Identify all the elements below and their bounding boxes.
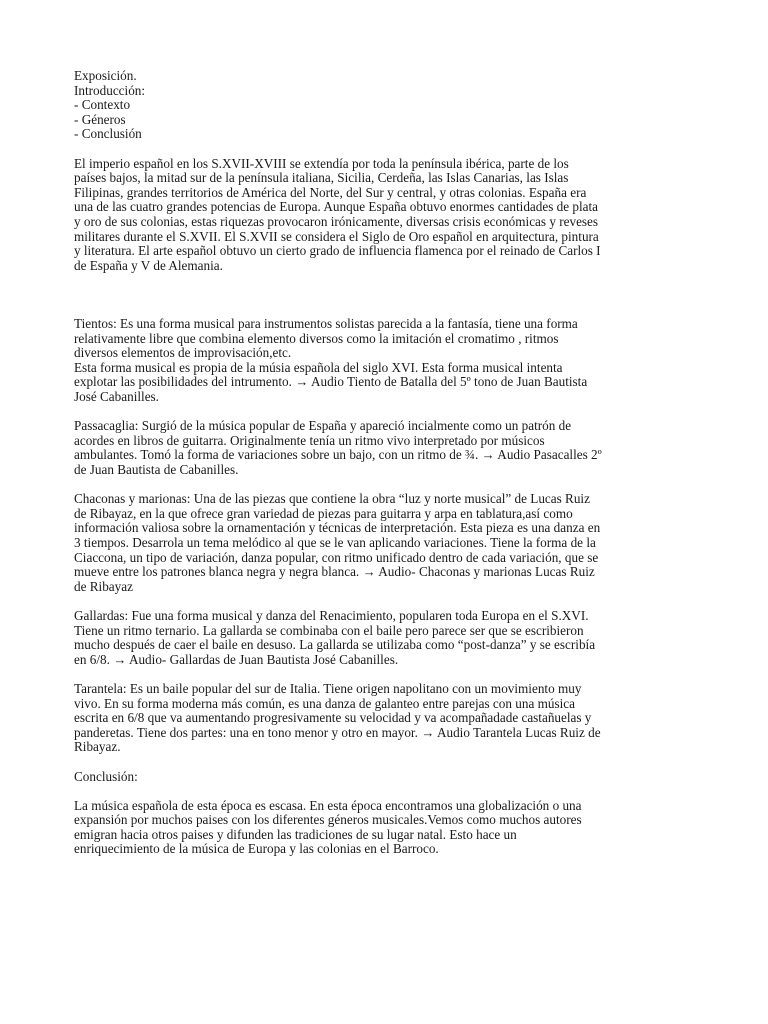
genre-line: información valiosa sobre la ornamentación y técnicas de interpretación. Esta pieza es una danza en <box>74 520 601 536</box>
conclusion-paragraph <box>74 799 699 857</box>
outline <box>74 69 699 142</box>
context-line: El imperio español en los S.XVII-XVIII se extendía por toda la península ibérica, parte de los <box>74 155 569 171</box>
genre-line: Ciaccona, un tipo de variación, danza popular, con ritmo unificado dentro de cada variación, que se <box>74 549 599 565</box>
genre-passacaglia-paragraph <box>74 419 699 477</box>
genre-line: panderetas. Tiene dos partes: una en tono menor y otro en mayor. → Audio Tarantela Lucas Ruiz de <box>74 724 601 740</box>
conclusion-heading-block <box>74 770 699 785</box>
document-page <box>74 69 699 857</box>
context-line: militares durante el S.XVII. El S.XVII se considera el Siglo de Oro español en arquitectura, pintura <box>74 228 599 244</box>
outline-item-generos: - Géneros <box>74 111 126 127</box>
context-line: y literatura. El arte español obtuvo un cierto grado de influencia flamenca por el reinado de Carlos I <box>74 243 601 259</box>
genre-line: Tientos: Es una forma musical para instrumentos solistas parecida a la fantasía, tiene una forma <box>74 316 578 332</box>
conclusion-line: expansión por muchos paises con los diferentes géneros musicales.Vemos como muchos autores <box>74 812 582 828</box>
paragraph-gap <box>74 142 699 157</box>
genre-line: Ribayaz. <box>74 739 121 755</box>
genre-line: mueve entre los patrones blanca negra y negra blanca. → Audio- Chaconas y marionas Lucas Ruiz <box>74 564 595 580</box>
genre-line: Chaconas y marionas: Una de las piezas que contiene la obra “luz y norte musical” de Lucas Ruiz <box>74 491 590 507</box>
genre-line: de Ribayaz <box>74 578 133 594</box>
genre-line: Tarantela: Es un baile popular del sur de Italia. Tiene origen napolitano con un movimiento muy <box>74 680 582 696</box>
paragraph-gap <box>74 405 699 420</box>
conclusion-line: La música española de esta época es escasa. En esta época encontramos una globalización o una <box>74 797 582 813</box>
genre-line: diversos elementos de improvisación,etc. <box>74 345 292 361</box>
genre-line: de Ribayaz, en la que ofrece gran variedad de piezas para guitarra y arpa en tablatura,así como <box>74 505 573 521</box>
genre-line: mucho después de caer el baile en desuso. La gallarda se utilizaba como “post-danza” y se escribía <box>74 637 596 653</box>
genre-line: Gallardas: Fue una forma musical y danza del Renacimiento, popularen toda Europa en el S.XVI. <box>74 607 589 623</box>
genre-line: escrita en 6/8 que va aumentando progresivamente su velocidad y va acompañadade castañuelas y <box>74 710 592 726</box>
genre-line: relativamente libre que combina elemento diversos como la imitación el cromatimo , ritmos <box>74 330 559 346</box>
conclusion-heading: Conclusión: <box>74 768 138 784</box>
context-line: de España y V de Alemania. <box>74 257 223 273</box>
outline-item-conclusion: - Conclusión <box>74 126 142 142</box>
genre-line: José Cabanilles. <box>74 389 159 405</box>
genre-tarantela-paragraph <box>74 682 699 755</box>
genre-line: ambulantes. Tomó la forma de variaciones sobre un bajo, con un ritmo de ¾. → Audio Pasacalles 2º <box>74 447 602 463</box>
paragraph-gap <box>74 478 699 493</box>
genre-line: vivo. En su forma moderna más común, es una danza de galanteo entre parejas con una música <box>74 695 575 711</box>
outline-title: Exposición. <box>74 68 137 83</box>
genre-line: de Juan Bautista de Cabanilles. <box>74 462 239 478</box>
genre-line: acordes en libros de guitarra. Originalmente tenía un ritmo vivo interpretado por músicos <box>74 432 545 448</box>
context-line: una de las cuatro grandes potencias de Europa. Aunque España obtuvo enormes cantidades de plata <box>74 199 599 215</box>
paragraph-gap <box>74 784 699 799</box>
genre-line: explotar las posibilidades del intrumento. → Audio Tiento de Batalla del 5º tono de Juan Bautista <box>74 374 588 390</box>
context-paragraph <box>74 157 699 274</box>
genre-line: 3 tiempos. Desarrola un tema melódico al que se le van aplicando variaciones. Tiene la forma de la <box>74 535 596 551</box>
outline-intro-label: Introducción: <box>74 82 146 98</box>
genre-line: en 6/8. → Audio- Gallardas de Juan Bautista José Cabanilles. <box>74 651 399 667</box>
genre-line: Passacaglia: Surgió de la música popular de España y apareció incialmente como un patrón de <box>74 418 572 434</box>
context-line: países bajos, la mitad sur de la península italiana, Sicilia, Cerdeña, las Islas Canarias, las Islas <box>74 170 569 186</box>
genre-line: Esta forma musical es propia de la músia española del siglo XVI. Esta forma musical intenta <box>74 359 563 375</box>
genre-gallardas-paragraph <box>74 609 699 667</box>
outline-item-contexto: - Contexto <box>74 97 131 113</box>
context-line: y oro de sus colonias, estas riquezas provocaron irónicamente, diversas crisis económicas y reveses <box>74 213 599 229</box>
conclusion-line: enriquecimiento de la música de Europa y las colonias en el Barroco. <box>74 841 439 857</box>
conclusion-line: emigran hacia otros paises y difunden las tradiciones de su lugar natal. Esto hace un <box>74 826 517 842</box>
paragraph-gap <box>74 594 699 609</box>
section-gap <box>74 273 699 317</box>
paragraph-gap <box>74 667 699 682</box>
context-line: Filipinas, grandes territorios de América del Norte, del Sur y central, y otras colonias. España era <box>74 184 587 200</box>
genre-chaconas-paragraph <box>74 492 699 594</box>
paragraph-gap <box>74 755 699 770</box>
genre-tientos-paragraph <box>74 317 699 405</box>
genre-line: Tiene un ritmo ternario. La gallarda se combinaba con el baile pero parece ser que se escribieron <box>74 622 584 638</box>
